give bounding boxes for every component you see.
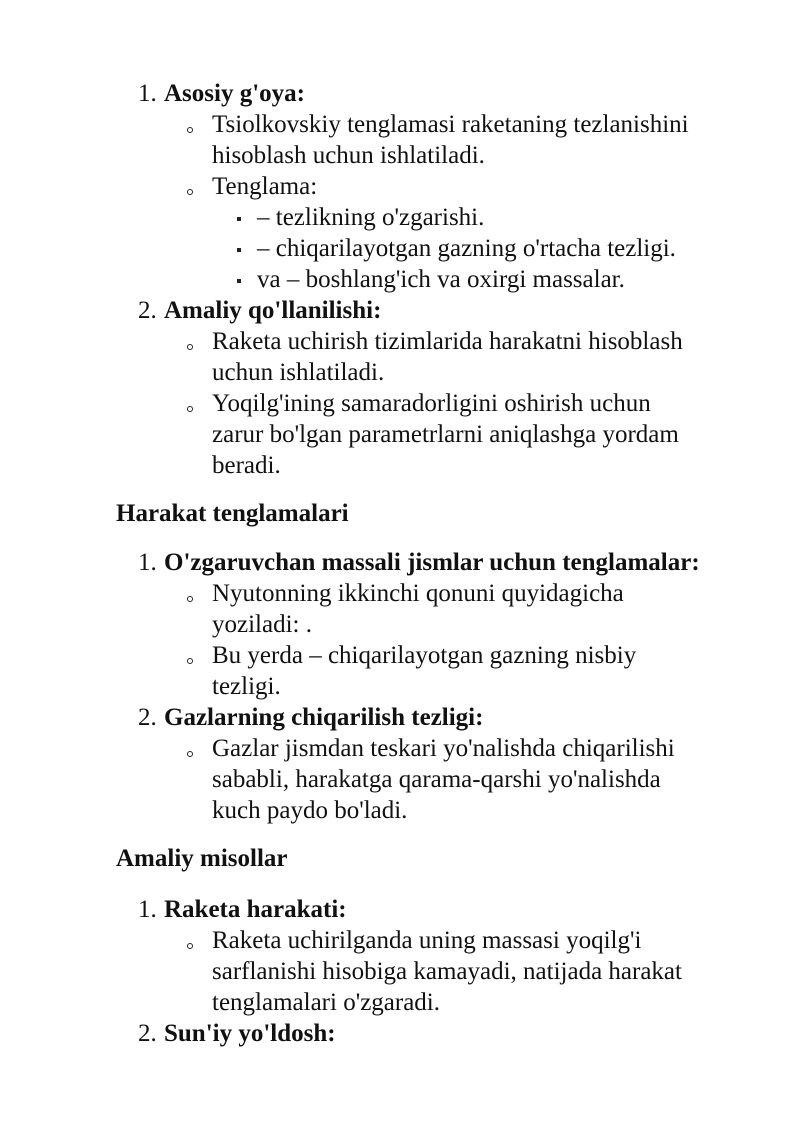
circle-bullet-icon: [187, 751, 193, 757]
section-heading: Amaliy misollar: [116, 845, 288, 872]
sub-item-text: Bu yerda – chiqarilayotgan gazning nisbiy tezligi.: [212, 642, 637, 700]
circle-bullet-icon: [187, 406, 193, 412]
circle-bullet-icon: [187, 596, 193, 602]
list-number: 2.: [138, 1020, 157, 1047]
list-number: 1.: [138, 549, 157, 576]
list-item-title: Raketa harakati:: [164, 896, 347, 923]
sub-item-text: Raketa uchirish tizimlarida harakatni hisoblash uchun ishlatiladi.: [212, 328, 683, 386]
list-item-title: Asosiy g'oya:: [164, 80, 305, 107]
list-item-title: Sun'iy yo'ldosh:: [164, 1020, 336, 1047]
square-bullet-icon: [237, 248, 241, 252]
circle-bullet-icon: [187, 189, 193, 195]
sub-item-text: Raketa uchirilganda uning massasi yoqilg'i sarflanishi hisobiga kamayadi, natijada harakat tenglamalari o'zgaradi.: [212, 927, 682, 1016]
section-heading: Harakat tenglamalari: [116, 500, 349, 527]
list-number: 1.: [138, 80, 157, 107]
square-bullet-icon: [237, 279, 241, 283]
circle-bullet-icon: [187, 658, 193, 664]
bullet-text: – chiqarilayotgan gazning o'rtacha tezligi.: [257, 235, 676, 262]
sub-item-text: Yoqilg'ining samaradorligini oshirish uchun zarur bo'lgan parametrlarni aniqlashga yordam beradi.: [212, 390, 679, 479]
sub-item-text: Tsiolkovskiy tenglamasi raketaning tezlanishini hisoblash uchun ishlatiladi.: [212, 111, 689, 169]
circle-bullet-icon: [187, 127, 193, 133]
list-number: 1.: [138, 896, 157, 923]
sub-item-text: Nyutonning ikkinchi qonuni quyidagicha yoziladi: .: [212, 580, 624, 638]
sub-item-text: Tenglama:: [212, 173, 318, 200]
bullet-text: va – boshlang'ich va oxirgi massalar.: [257, 266, 625, 293]
sub-item-text: Gazlar jismdan teskari yo'nalishda chiqarilishi sababli, harakatga qarama-qarshi yo'nalishda kuch paydo bo'ladi.: [212, 735, 675, 824]
list-item-title: Gazlarning chiqarilish tezligi:: [164, 704, 484, 731]
circle-bullet-icon: [187, 943, 193, 949]
list-number: 2.: [138, 297, 157, 324]
list-item-title: Amaliy qo'llanilishi:: [164, 297, 382, 324]
list-number: 2.: [138, 704, 157, 731]
square-bullet-icon: [237, 217, 241, 221]
list-item-title: O'zgaruvchan massali jismlar uchun tenglamalar:: [164, 549, 700, 576]
bullet-text: – tezlikning o'zgarishi.: [257, 204, 485, 231]
circle-bullet-icon: [187, 344, 193, 350]
